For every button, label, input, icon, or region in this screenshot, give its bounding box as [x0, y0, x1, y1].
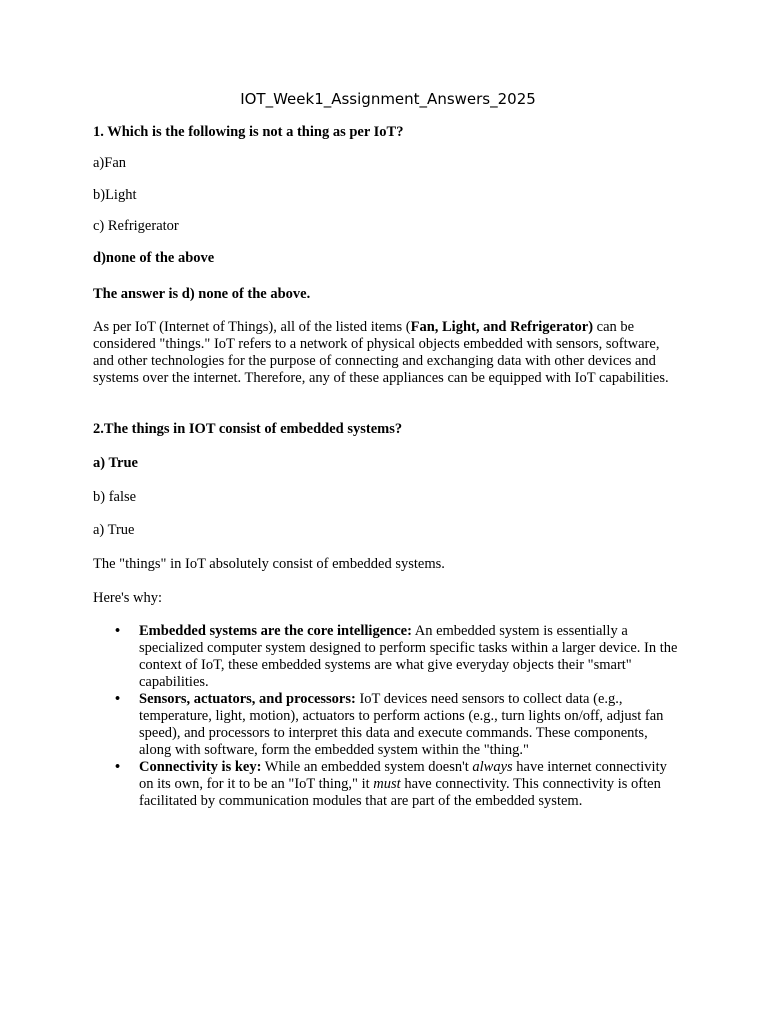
q1-answer: The answer is d) none of the above. — [93, 286, 311, 302]
list-item — [93, 691, 683, 759]
bullet-emphasis: must — [373, 776, 401, 792]
document-title: IOT_Week1_Assignment_Answers_2025 — [240, 90, 536, 108]
bullet-text: IoT devices need sensors to collect data (e.g., temperature, light, motion), actuators to perform actions (e.g., turn lights on/off, adjust fan speed), and processors to interpret this data and execute commands. These components, along with software, form the embedded system within the "thing." — [139, 691, 664, 758]
q2-option-a: a) True — [93, 455, 138, 471]
bullet-heading: Sensors, actuators, and processors: — [139, 691, 356, 707]
list-item — [93, 759, 683, 810]
q1-option-a: a)Fan — [93, 155, 127, 171]
bullet-text: have internet connectivity on its own, for it to be an "IoT thing," it — [139, 759, 667, 792]
bullet-emphasis: always — [472, 759, 513, 775]
q2-statement: The "things" in IoT absolutely consist of embedded systems. — [93, 556, 445, 572]
reasons-list — [93, 623, 683, 810]
bullet-icon: • — [115, 759, 121, 775]
q1-explanation-post: can be considered "things." IoT refers to a network of physical objects embedded with sensors, software, and other technologies for the purpose of connecting and exchanging data with other devices and systems over the internet. Therefore, any of these appliances can be equipped with IoT capabilities. — [93, 319, 669, 386]
question-2: 2.The things in IOT consist of embedded systems? — [93, 421, 403, 437]
list-item — [93, 623, 683, 691]
bullet-heading: Connectivity is key: — [139, 759, 262, 775]
q2-option-b: b) false — [93, 489, 137, 505]
q1-explanation-pre: As per IoT (Internet of Things), all of the listed items ( — [93, 319, 411, 335]
q2-answer: a) True — [93, 522, 135, 538]
q1-explanation — [93, 319, 683, 387]
q1-option-b: b)Light — [93, 187, 137, 203]
q1-explanation-bold: Fan, Light, and Refrigerator) — [410, 319, 594, 335]
question-1: 1. Which is the following is not a thing as per IoT? — [93, 124, 404, 140]
q1-option-d: d)none of the above — [93, 250, 215, 266]
q2-heres-why: Here's why: — [93, 590, 163, 606]
q1-option-c: c) Refrigerator — [93, 218, 179, 234]
bullet-icon: • — [115, 691, 121, 707]
bullet-heading: Embedded systems are the core intelligence: — [139, 623, 412, 639]
bullet-text: An embedded system is essentially a specialized computer system designed to perform specific tasks within a larger device. In the context of IoT, these embedded systems are what give everyday objects their "smart" capabilities. — [139, 623, 678, 690]
bullet-text: While an embedded system doesn't — [261, 759, 473, 775]
bullet-icon: • — [115, 623, 121, 639]
bullet-text: have connectivity. This connectivity is often facilitated by communication modules that are part of the embedded system. — [139, 776, 661, 809]
